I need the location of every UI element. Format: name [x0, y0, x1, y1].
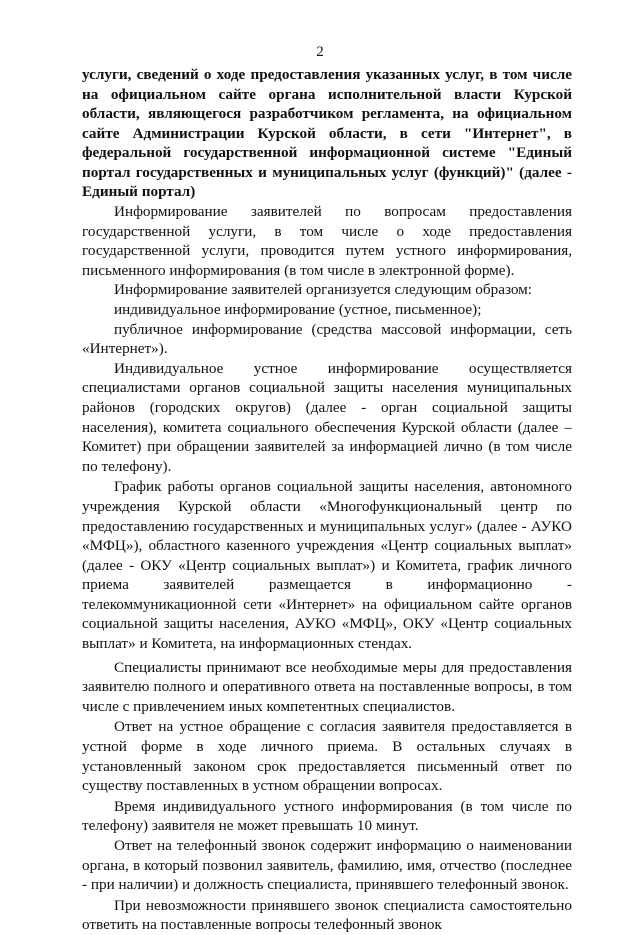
paragraph-oral-answer: Ответ на устное обращение с согласия заявителя предоставляется в устной форме в ходе личного приема. В остальных случаях в установленный законом срок предоставляется письменный ответ по существу поставленных в устном обращении вопросах. — [82, 718, 572, 795]
page-number: 2 — [316, 44, 324, 60]
paragraph-public: публичное информирование (средства массовой информации, сеть «Интернет»). — [82, 320, 572, 358]
paragraph-time-limit: Время индивидуального устного информирования (в том числе по телефону) заявителя не может превышать 10 минут. — [82, 797, 572, 835]
section-heading: услуги, сведений о ходе предоставления указанных услуг, в том числе на официальном сайте органа исполнительной власти Курской области, являющегося разработчиком регламента, на официальном сайте Администрации Курской области, в сети "Интернет", в федеральной государственной информационной системе "Единый портал государственных и муниципальных услуг (функций)" (далее - Единый портал) — [82, 66, 572, 200]
paragraph-phone-answer: Ответ на телефонный звонок содержит информацию о наименовании органа, в который позвонил заявитель, фамилию, имя, отчество (последнее - при наличии) и должность специалиста, принявшего телефонный звонок. — [82, 837, 572, 894]
paragraph-informing-methods: Информирование заявителей по вопросам предоставления государственной услуги, в том числе о ходе предоставления государственной услуги, проводится путем устного информирования, письменного информирования (в том числе в электронной форме). — [82, 203, 572, 279]
paragraph-organization: Информирование заявителей организуется следующим образом: — [114, 281, 533, 299]
paragraph-unable-to-answer: При невозможности принявшего звонок специалиста самостоятельно ответить на поставленные вопросы телефонный звонок — [82, 896, 572, 934]
paragraph-oral-individual: Индивидуальное устное информирование осуществляется специалистами органов социальной защиты населения муниципальных районов (городских округов) (далее - орган социальной защиты населения), комитета социального обеспечения Курской области (далее – Комитет) при обращении заявителей за информацией лично (в том числе по телефону). — [82, 359, 572, 475]
paragraph-schedule: График работы органов социальной защиты населения, автономного учреждения Курской области «Многофункциональный центр по предоставлению государственных и муниципальных услуг» (далее - АУКО «МФЦ»), областного казенного учреждения «Центр социальных выплат» (далее - ОКУ «Центр социальных выплат») и Комитета, график личного приема заявителей размещается в информационно - телекоммуникационной сети «Интернет» на официальном сайте органов социальной защиты населения, АУКО «МФЦ», ОКУ «Центр социальных выплат» и Комитета, на информационных стендах. — [82, 478, 572, 653]
document-body — [82, 202, 572, 935]
paragraph-individual: индивидуальное информирование (устное, письменное); — [114, 300, 482, 318]
paragraph-specialists: Специалисты принимают все необходимые меры для предоставления заявителю полного и оперативного ответа на поставленные вопросы, в том числе с привлечением иных компетентных специалистов. — [82, 658, 572, 715]
